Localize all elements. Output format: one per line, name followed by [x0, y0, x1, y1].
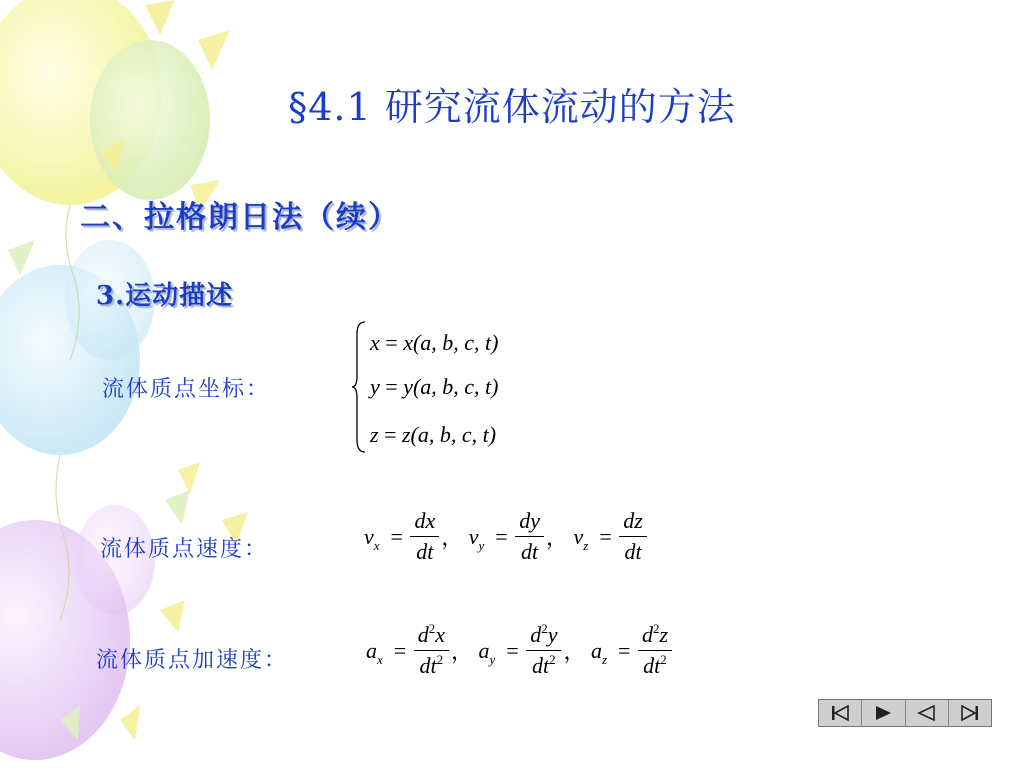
- next-slide-button[interactable]: [862, 700, 905, 726]
- acceleration-y: $a_y$ =: [478, 637, 519, 667]
- last-slide-button[interactable]: [949, 700, 991, 726]
- first-icon: [826, 703, 854, 723]
- previous-slide-button[interactable]: [906, 700, 949, 726]
- coordinate-equation-x: x = x(a, b, c, t): [370, 330, 499, 355]
- subsection-heading: 3.运动描述: [96, 281, 234, 311]
- acceleration-x: $a_x$ =: [366, 637, 407, 667]
- acceleration-label: 流体质点加速度：: [96, 648, 289, 673]
- first-slide-button[interactable]: [819, 700, 862, 726]
- coordinates-label: 流体质点坐标：: [102, 377, 271, 402]
- section-heading: 二、拉格朗日法（续）: [80, 200, 400, 235]
- last-icon: [956, 703, 984, 723]
- velocity-equations: $v_x$ = $\frac{dx}{dt}$ ， $v_y$ = $\frac{dy}{dt}$ ， $v_z$ = $\frac{dz}{dt}$: [364, 508, 649, 565]
- velocity-y: $v_y$ =: [468, 523, 508, 553]
- velocity-label: 流体质点速度：: [100, 537, 269, 562]
- next-icon: [869, 703, 897, 723]
- slide-navigation: [818, 699, 992, 727]
- coordinate-equation-z: z = z(a, b, c, t): [370, 422, 497, 447]
- acceleration-equations: $a_x$ = $\frac{d^2x}{dt^2}$ ， $a_y$ = $\frac{d^2y}{dt^2}$ ， $a_z$ = $\frac{d^2z}{dt^2}$: [366, 622, 674, 679]
- velocity-x: $v_x$ =: [364, 523, 403, 553]
- velocity-z: $v_z$ =: [573, 523, 612, 553]
- left-brace: [351, 320, 367, 454]
- acceleration-z: $a_z$ =: [590, 637, 631, 667]
- coordinate-equation-y: y = y(a, b, c, t): [370, 374, 499, 399]
- previous-icon: [913, 703, 941, 723]
- slide-title: §4.1 研究流体流动的方法: [288, 85, 736, 129]
